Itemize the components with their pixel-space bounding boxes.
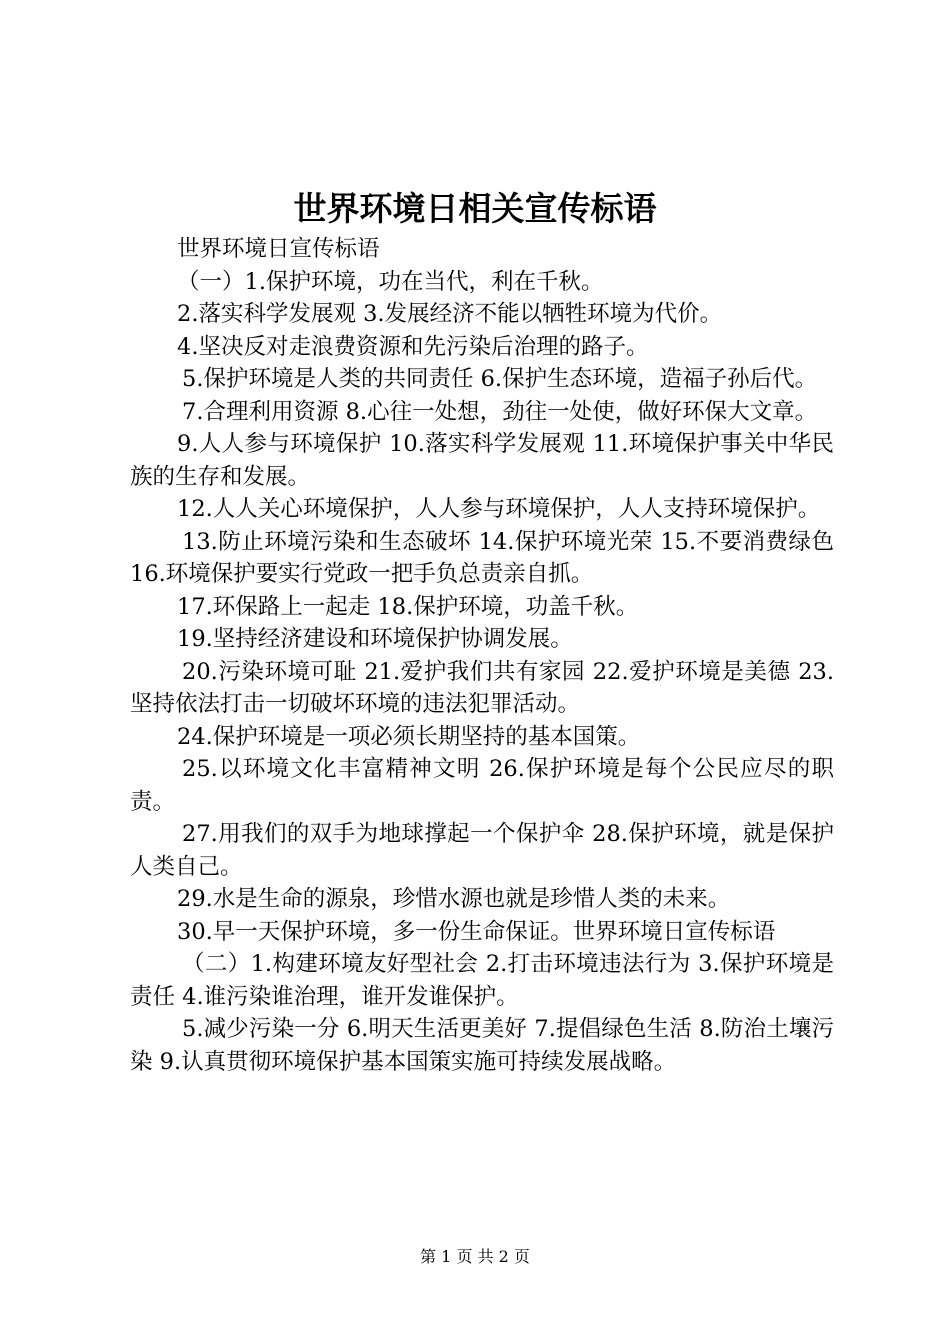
paragraph: 20.污染环境可耻 21.爱护我们共有家园 22.爱护环境是美德 23.坚持依法打击一切破坏环境的违法犯罪活动。: [130, 658, 834, 717]
paragraph: 12.人人关心环境保护，人人参与环境保护，人人支持环境保护。: [177, 496, 821, 522]
document-title: 世界环境日相关宣传标语: [293, 189, 657, 228]
paragraph: 2.落实科学发展观 3.发展经济不能以牺牲环境为代价。: [177, 301, 723, 327]
document-body: [130, 233, 834, 1078]
page-footer: 第 1 页 共 2 页: [420, 1247, 530, 1266]
paragraph: 4.坚决反对走浪费资源和先污染后治理的路子。: [177, 333, 649, 360]
paragraph: 25.以环境文化丰富精神文明 26.保护环境是每个公民应尽的职责。: [130, 756, 834, 815]
paragraph: 17.环保路上一起走 18.保护环境，功盖千秋。: [177, 593, 639, 620]
paragraph: （一）1.保护环境，功在当代，利在千秋。: [177, 268, 604, 295]
paragraph: 世界环境日宣传标语: [177, 236, 380, 262]
paragraph: 19.坚持经济建设和环境保护协调发展。: [177, 626, 573, 652]
paragraph: 13.防止环境污染和生态破坏 14.保护环境光荣 15.不要消费绿色 16.环境保护要实行党政一把手负总责亲自抓。: [130, 528, 834, 587]
paragraph: 9.人人参与环境保护 10.落实科学发展观 11.环境保护事关中华民族的生存和发展。: [130, 431, 834, 490]
paragraph: 27.用我们的双手为地球撑起一个保护伞 28.保护环境，就是保护人类自己。: [130, 821, 834, 880]
paragraph: 29.水是生命的源泉，珍惜水源也就是珍惜人类的未来。: [177, 886, 731, 912]
paragraph: （二）1.构建环境友好型社会 2.打击环境违法行为 3.保护环境是责任 4.谁污染谁治理，谁开发谁保护。: [130, 951, 834, 1010]
paragraph: 5.保护环境是人类的共同责任 6.保护生态环境，造福子孙后代。: [182, 366, 818, 392]
paragraph: 5.减少污染一分 6.明天生活更美好 7.提倡绿色生活 8.防治土壤污染 9.认真贯彻环境保护基本国策实施可持续发展战略。: [130, 1016, 834, 1075]
paragraph: 7.合理利用资源 8.心往一处想，劲往一处使，做好环保大文章。: [182, 398, 818, 425]
paragraph: 24.保护环境是一项必须长期坚持的基本国策。: [177, 723, 641, 750]
paragraph: 30.早一天保护环境，多一份生命保证。世界环境日宣传标语: [177, 918, 776, 945]
